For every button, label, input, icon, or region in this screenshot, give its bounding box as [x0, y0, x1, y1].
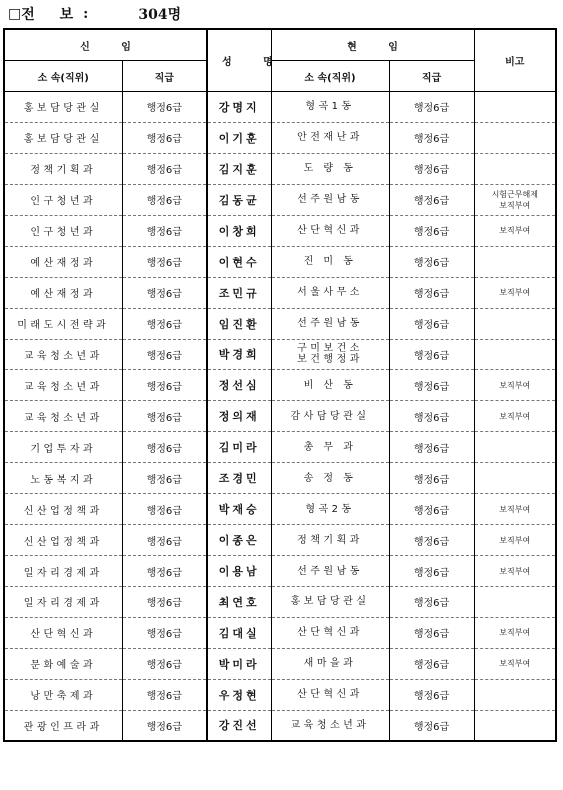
new-grade-cell: 행정6급 [122, 184, 207, 215]
note-cell [474, 92, 556, 123]
table-row [4, 401, 556, 432]
current-grade-cell: 행정6급 [389, 215, 474, 246]
new-position-group-header: 신 임 [4, 29, 207, 61]
name-cell: 정선심 [207, 370, 271, 401]
note-cell [474, 339, 556, 370]
new-dept-cell: 신산업정책과 [4, 494, 122, 525]
new-dept-cell: 교육청소년과 [4, 339, 122, 370]
note-cell: 시험근무해제 보직부여 [474, 184, 556, 215]
new-grade-cell: 행정6급 [122, 432, 207, 463]
new-grade-cell: 행정6급 [122, 679, 207, 710]
new-dept-cell: 예산재정과 [4, 277, 122, 308]
new-dept-cell: 홍보담당관실 [4, 122, 122, 153]
heading-label: 전 보 [21, 7, 84, 23]
new-grade-cell: 행정6급 [122, 277, 207, 308]
new-dept-cell: 홍보담당관실 [4, 92, 122, 123]
table-row [4, 184, 556, 215]
transfer-heading [8, 4, 181, 24]
current-dept-cell: 교육청소년과 [271, 710, 389, 741]
new-grade-cell: 행정6급 [122, 339, 207, 370]
note-cell [474, 432, 556, 463]
name-cell: 김대실 [207, 617, 271, 648]
new-dept-cell: 인구청년과 [4, 215, 122, 246]
new-grade-cell: 행정6급 [122, 308, 207, 339]
current-grade-cell: 행정6급 [389, 648, 474, 679]
new-dept-cell: 교육청소년과 [4, 401, 122, 432]
current-dept-cell: 총 무 과 [271, 432, 389, 463]
current-grade-cell: 행정6급 [389, 617, 474, 648]
name-cell: 조경민 [207, 463, 271, 494]
table-row [4, 370, 556, 401]
name-cell: 최연호 [207, 587, 271, 618]
note-cell [474, 587, 556, 618]
current-grade-cell: 행정6급 [389, 494, 474, 525]
note-cell: 보직부여 [474, 215, 556, 246]
current-dept-header: 소 속(직위) [271, 61, 389, 92]
note-cell: 보직부여 [474, 648, 556, 679]
new-grade-header: 직급 [122, 61, 207, 92]
current-dept-cell: 안전재난과 [271, 122, 389, 153]
name-cell: 김지훈 [207, 153, 271, 184]
name-cell: 이창희 [207, 215, 271, 246]
current-grade-cell: 행정6급 [389, 370, 474, 401]
name-cell: 강진선 [207, 710, 271, 741]
current-grade-cell: 행정6급 [389, 339, 474, 370]
table-row [4, 153, 556, 184]
new-dept-cell: 신산업정책과 [4, 525, 122, 556]
current-dept-cell: 서울사무소 [271, 277, 389, 308]
current-grade-cell: 행정6급 [389, 401, 474, 432]
current-grade-cell: 행정6급 [389, 710, 474, 741]
new-grade-cell: 행정6급 [122, 401, 207, 432]
note-cell [474, 679, 556, 710]
transfer-table-body [4, 92, 556, 742]
transfer-table [3, 28, 557, 742]
name-cell: 이현수 [207, 246, 271, 277]
new-grade-cell: 행정6급 [122, 556, 207, 587]
new-grade-cell: 행정6급 [122, 122, 207, 153]
current-dept-cell: 감사담당관실 [271, 401, 389, 432]
current-dept-cell: 선주원남동 [271, 184, 389, 215]
current-dept-cell: 비 산 동 [271, 370, 389, 401]
note-cell: 보직부여 [474, 401, 556, 432]
current-grade-cell: 행정6급 [389, 308, 474, 339]
table-row [4, 432, 556, 463]
new-grade-cell: 행정6급 [122, 525, 207, 556]
current-dept-cell: 산단혁신과 [271, 617, 389, 648]
name-cell: 우정현 [207, 679, 271, 710]
current-grade-cell: 행정6급 [389, 463, 474, 494]
new-grade-cell: 행정6급 [122, 587, 207, 618]
table-row [4, 463, 556, 494]
name-header: 성 명 [207, 29, 271, 92]
current-grade-cell: 행정6급 [389, 587, 474, 618]
note-cell: 보직부여 [474, 556, 556, 587]
table-row [4, 308, 556, 339]
new-grade-cell: 행정6급 [122, 463, 207, 494]
new-dept-cell: 기업투자과 [4, 432, 122, 463]
new-grade-cell: 행정6급 [122, 153, 207, 184]
name-cell: 이용남 [207, 556, 271, 587]
new-grade-cell: 행정6급 [122, 370, 207, 401]
new-dept-cell: 교육청소년과 [4, 370, 122, 401]
new-dept-cell: 문화예술과 [4, 648, 122, 679]
current-grade-cell: 행정6급 [389, 432, 474, 463]
new-grade-cell: 행정6급 [122, 648, 207, 679]
note-cell [474, 463, 556, 494]
name-cell: 김동균 [207, 184, 271, 215]
current-dept-cell: 산단혁신과 [271, 215, 389, 246]
current-dept-cell: 송 정 동 [271, 463, 389, 494]
current-grade-cell: 행정6급 [389, 246, 474, 277]
name-cell: 강명지 [207, 92, 271, 123]
current-grade-cell: 행정6급 [389, 556, 474, 587]
new-dept-cell: 노동복지과 [4, 463, 122, 494]
name-cell: 조민규 [207, 277, 271, 308]
note-cell [474, 122, 556, 153]
current-dept-cell: 선주원남동 [271, 308, 389, 339]
table-row [4, 122, 556, 153]
current-dept-cell: 진 미 동 [271, 246, 389, 277]
current-grade-cell: 행정6급 [389, 277, 474, 308]
new-grade-cell: 행정6급 [122, 215, 207, 246]
current-dept-cell: 도 량 동 [271, 153, 389, 184]
table-row [4, 648, 556, 679]
table-row [4, 339, 556, 370]
current-grade-cell: 행정6급 [389, 184, 474, 215]
current-grade-cell: 행정6급 [389, 679, 474, 710]
current-grade-cell: 행정6급 [389, 122, 474, 153]
new-grade-cell: 행정6급 [122, 617, 207, 648]
table-row [4, 277, 556, 308]
new-dept-cell: 관광인프라과 [4, 710, 122, 741]
new-grade-cell: 행정6급 [122, 710, 207, 741]
current-position-group-header: 현 임 [271, 29, 474, 61]
table-row [4, 587, 556, 618]
current-grade-cell: 행정6급 [389, 153, 474, 184]
current-dept-cell: 형곡1동 [271, 92, 389, 123]
new-dept-cell: 일자리경제과 [4, 556, 122, 587]
note-cell: 보직부여 [474, 617, 556, 648]
note-cell: 보직부여 [474, 370, 556, 401]
table-row [4, 215, 556, 246]
current-grade-header: 직급 [389, 61, 474, 92]
heading-marker: □ [8, 6, 22, 22]
current-dept-cell: 홍보담당관실 [271, 587, 389, 618]
current-grade-cell: 행정6급 [389, 92, 474, 123]
new-dept-header: 소 속(직위) [4, 61, 122, 92]
table-row [4, 710, 556, 741]
heading-colon: : [83, 6, 89, 22]
note-cell [474, 153, 556, 184]
note-header: 비고 [474, 29, 556, 92]
new-dept-cell: 미래도시전략과 [4, 308, 122, 339]
new-dept-cell: 산단혁신과 [4, 617, 122, 648]
table-row [4, 246, 556, 277]
new-dept-cell: 예산재정과 [4, 246, 122, 277]
new-grade-cell: 행정6급 [122, 92, 207, 123]
current-dept-cell: 새마을과 [271, 648, 389, 679]
new-dept-cell: 일자리경제과 [4, 587, 122, 618]
note-cell: 보직부여 [474, 277, 556, 308]
current-dept-cell: 구미보건소 보건행정과 [271, 339, 389, 370]
table-row [4, 556, 556, 587]
current-dept-cell: 산단혁신과 [271, 679, 389, 710]
new-dept-cell: 인구청년과 [4, 184, 122, 215]
name-cell: 김미라 [207, 432, 271, 463]
note-cell: 보직부여 [474, 525, 556, 556]
name-cell: 임진환 [207, 308, 271, 339]
table-row [4, 92, 556, 123]
table-row [4, 679, 556, 710]
name-cell: 이종은 [207, 525, 271, 556]
table-row [4, 617, 556, 648]
name-cell: 박경희 [207, 339, 271, 370]
name-cell: 정의재 [207, 401, 271, 432]
current-grade-cell: 행정6급 [389, 525, 474, 556]
name-cell: 박미라 [207, 648, 271, 679]
note-cell [474, 246, 556, 277]
current-dept-cell: 정책기획과 [271, 525, 389, 556]
table-row [4, 494, 556, 525]
new-dept-cell: 낭만축제과 [4, 679, 122, 710]
current-dept-cell: 선주원남동 [271, 556, 389, 587]
note-cell [474, 710, 556, 741]
name-cell: 이기훈 [207, 122, 271, 153]
new-dept-cell: 정책기획과 [4, 153, 122, 184]
new-grade-cell: 행정6급 [122, 246, 207, 277]
new-grade-cell: 행정6급 [122, 494, 207, 525]
note-cell [474, 308, 556, 339]
note-cell: 보직부여 [474, 494, 556, 525]
heading-count: 304명 [138, 7, 182, 23]
name-cell: 박재승 [207, 494, 271, 525]
current-dept-cell: 형곡2동 [271, 494, 389, 525]
table-row [4, 525, 556, 556]
